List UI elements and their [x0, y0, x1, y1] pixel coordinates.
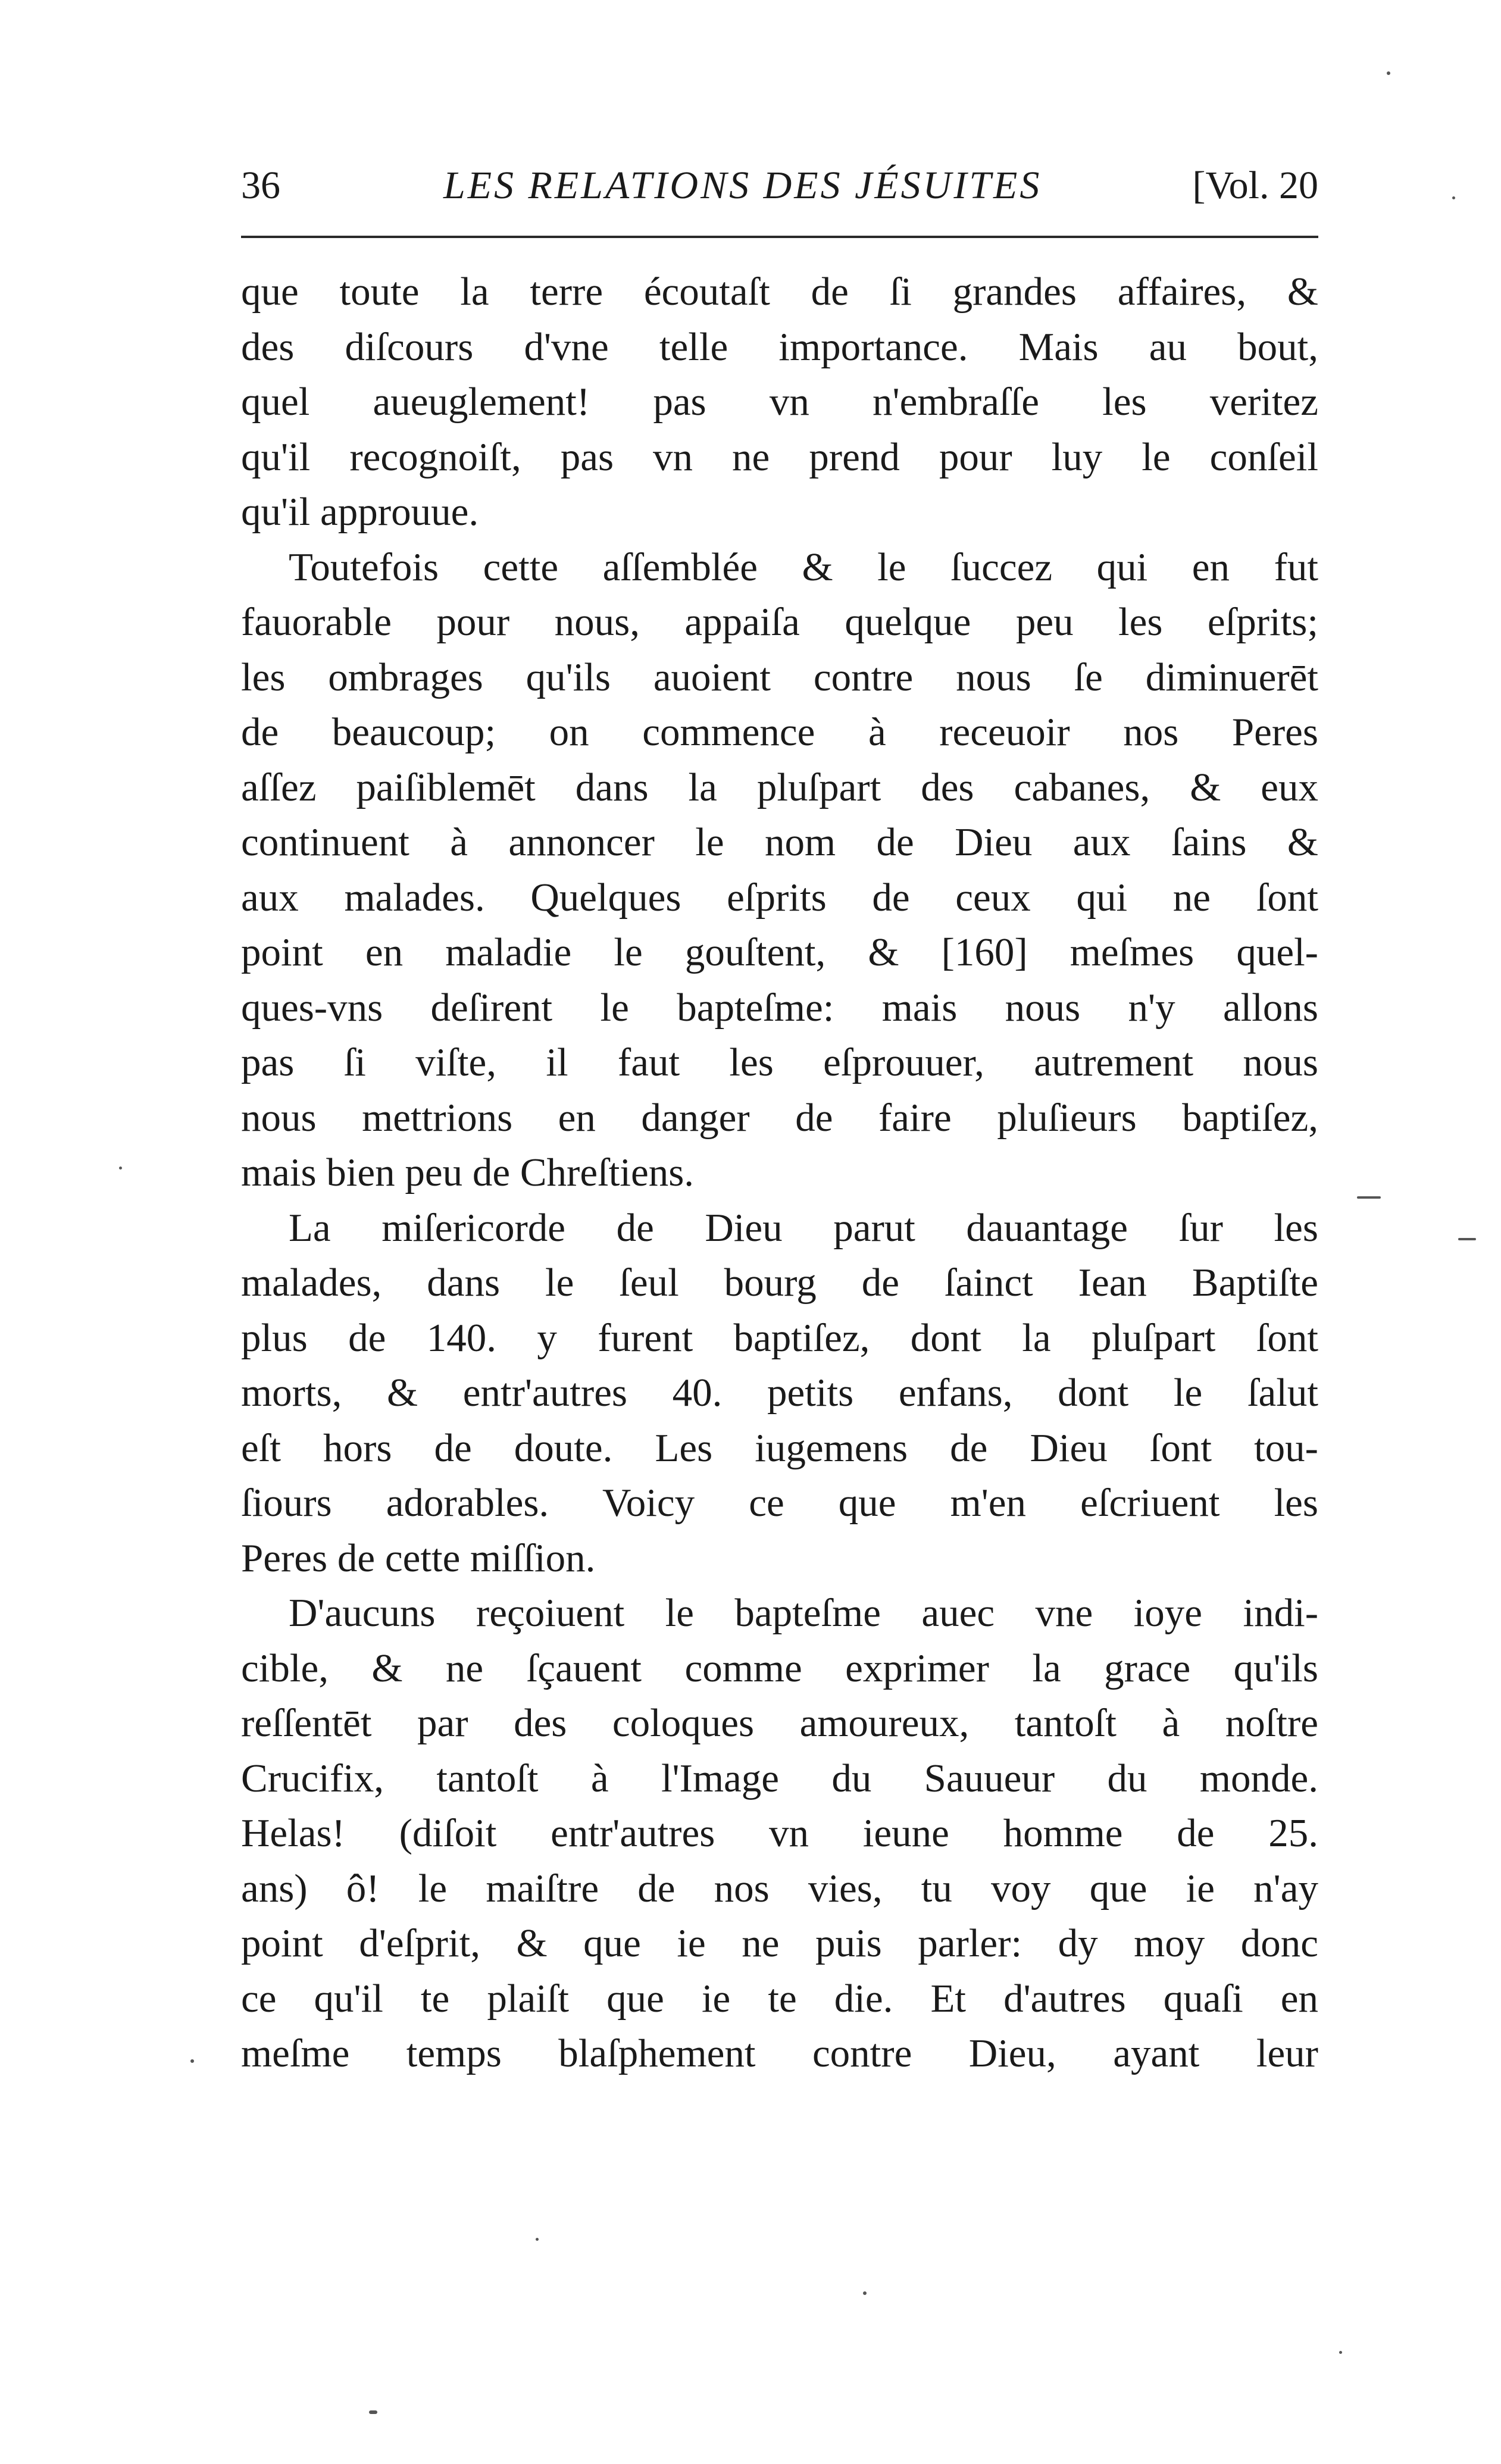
text-line: nous mettrions en danger de faire pluſieurs baptiſez, — [241, 1095, 1318, 1140]
text-line: de beaucoup; on commence à receuoir nos Peres — [241, 710, 1318, 754]
text-line: meſme temps blaſphement contre Dieu, ayant leur — [241, 2031, 1318, 2075]
scan-speck — [369, 2410, 377, 2414]
running-head — [241, 162, 1318, 209]
header-rule — [241, 236, 1318, 238]
page-number: 36 — [241, 164, 280, 207]
text-line: Toutefois cette aſſemblée & le ſuccez qui en fut — [289, 545, 1318, 589]
scan-speck — [863, 2291, 867, 2295]
text-line: que toute la terre écoutaſt de ſi grandes affaires, & — [241, 270, 1318, 314]
scan-speck — [119, 1167, 122, 1170]
text-line: Peres de cette miſſion. — [241, 1536, 596, 1580]
text-line: point en maladie le gouſtent, & [160] meſmes quel- — [241, 930, 1318, 974]
text-line: reſſentēt par des coloques amoureux, tantoſt à noſtre — [241, 1701, 1318, 1745]
text-line: aſſez paiſiblemēt dans la pluſpart des cabanes, & eux — [241, 765, 1318, 809]
text-line: malades, dans le ſeul bourg de ſainct Iean Baptiſte — [241, 1261, 1318, 1305]
text-line: ans) ô! le maiſtre de nos vies, tu voy que ie n'ay — [241, 1866, 1318, 1910]
text-line: quel aueuglement! pas vn n'embraſſe les veritez — [241, 380, 1318, 424]
scan-speck — [536, 2238, 539, 2241]
text-line: cible, & ne ſçauent comme exprimer la grace qu'ils — [241, 1646, 1318, 1690]
text-line: eſt hors de doute. Les iugemens de Dieu ſont tou- — [241, 1425, 1318, 1470]
text-line: Crucifix, tantoſt à l'Image du Sauueur du monde. — [241, 1756, 1318, 1800]
text-line: point d'eſprit, & que ie ne puis parler: dy moy donc — [241, 1921, 1318, 1965]
scan-speck — [1452, 196, 1455, 199]
scan-speck — [1357, 1196, 1381, 1199]
text-line: pas ſi viſte, il faut les eſprouuer, autrement nous — [241, 1040, 1318, 1084]
text-line: des diſcours d'vne telle importance. Mais au bout, — [241, 324, 1318, 369]
text-line: fauorable pour nous, appaiſa quelque peu les eſprits; — [241, 600, 1318, 644]
text-line: mais bien peu de Chreſtiens. — [241, 1150, 695, 1195]
running-title: LES RELATIONS DES JÉSUITES — [443, 164, 1042, 207]
text-line: les ombrages qu'ils auoient contre nous ſe diminuerēt — [241, 655, 1318, 699]
text-line: ſiours adorables. Voicy ce que m'en eſcriuent les — [241, 1481, 1318, 1525]
text-line: ques-vns deſirent le bapteſme: mais nous n'y allons — [241, 985, 1318, 1030]
text-line: ce qu'il te plaiſt que ie te die. Et d'autres quaſi en — [241, 1976, 1318, 2021]
scan-speck — [1387, 71, 1390, 75]
body-text — [241, 264, 1318, 2081]
text-line: aux malades. Quelques eſprits de ceux qui ne ſont — [241, 875, 1318, 920]
scan-speck — [1339, 2351, 1342, 2354]
text-line: plus de 140. y furent baptiſez, dont la pluſpart ſont — [241, 1315, 1318, 1360]
text-line: qu'il approuue. — [241, 490, 479, 534]
scan-speck — [190, 2059, 194, 2063]
volume-label: [Vol. 20 — [1192, 164, 1318, 207]
text-line: Helas! (diſoit entr'autres vn ieune homme de 25. — [241, 1811, 1318, 1855]
scan-speck — [1458, 1238, 1476, 1240]
text-line: qu'il recognoiſt, pas vn ne prend pour luy le conſeil — [241, 434, 1318, 479]
text-line: morts, & entr'autres 40. petits enfans, dont le ſalut — [241, 1371, 1318, 1415]
text-line: continuent à annoncer le nom de Dieu aux ſains & — [241, 820, 1318, 864]
text-line: La miſericorde de Dieu parut dauantage ſur les — [289, 1205, 1318, 1250]
text-line: D'aucuns reçoiuent le bapteſme auec vne ioye indi- — [289, 1591, 1318, 1635]
